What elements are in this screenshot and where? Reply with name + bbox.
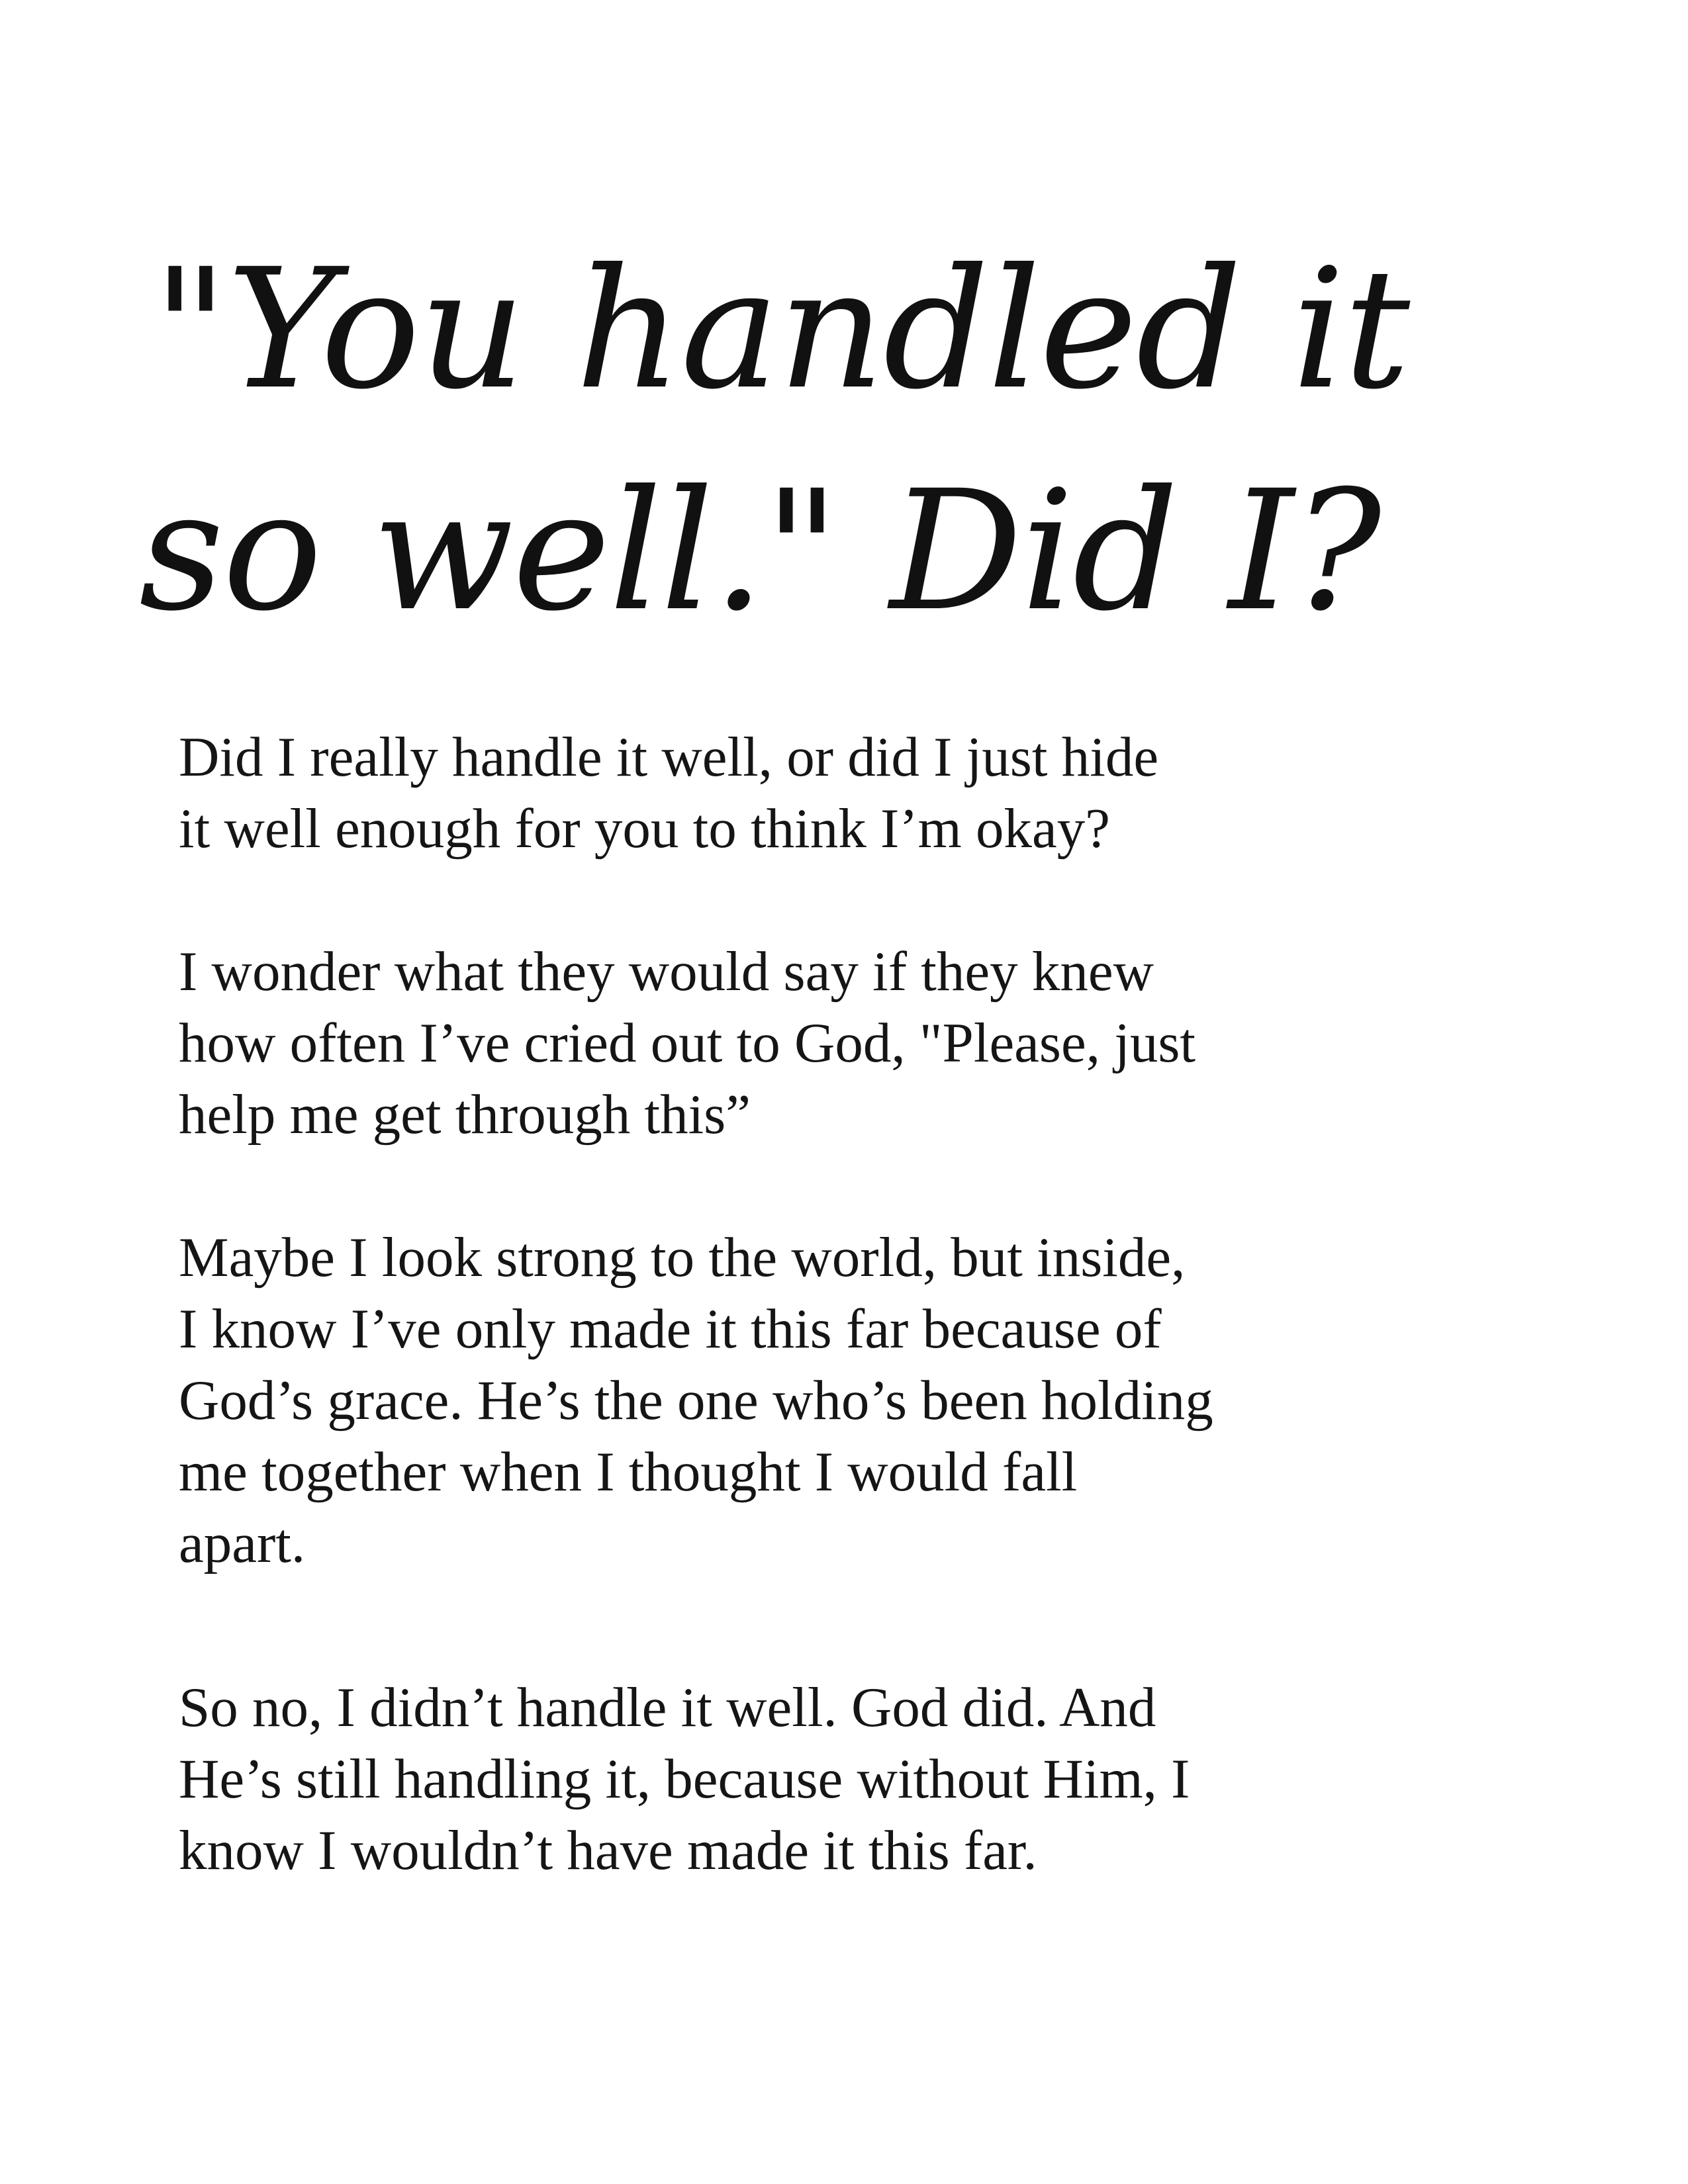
text-line: I know I’ve only made it this far because of	[179, 1298, 1162, 1360]
text-line: how often I’ve cried out to God, "Please, just	[179, 1012, 1196, 1074]
title-line: "You handled it	[152, 233, 1409, 426]
text-line: He’s still handling it, because without Him, I	[179, 1748, 1190, 1810]
text-line: apart.	[179, 1512, 306, 1574]
body-text	[179, 721, 1635, 1886]
paragraph	[179, 936, 1635, 1150]
text-line: me together when I thought I would fall	[179, 1441, 1078, 1503]
paragraph	[179, 1672, 1635, 1886]
text-line: it well enough for you to think I’m okay?	[179, 797, 1110, 860]
text-line: God’s grace. He’s the one who’s been holding	[179, 1369, 1213, 1432]
text-line: know I wouldn’t have made it this far.	[179, 1819, 1037, 1882]
text-line: So no, I didn’t handle it well. God did. And	[179, 1676, 1156, 1739]
page-title	[139, 218, 1542, 662]
text-line: Maybe I look strong to the world, but inside,	[179, 1226, 1186, 1289]
text-line: help me get through this”	[179, 1083, 751, 1146]
paragraph	[179, 1222, 1635, 1579]
paragraph	[179, 721, 1635, 864]
title-line: so well." Did I?	[139, 455, 1380, 647]
text-line: I wonder what they would say if they knew	[179, 940, 1154, 1003]
text-line: Did I really handle it well, or did I just hide	[179, 726, 1159, 788]
